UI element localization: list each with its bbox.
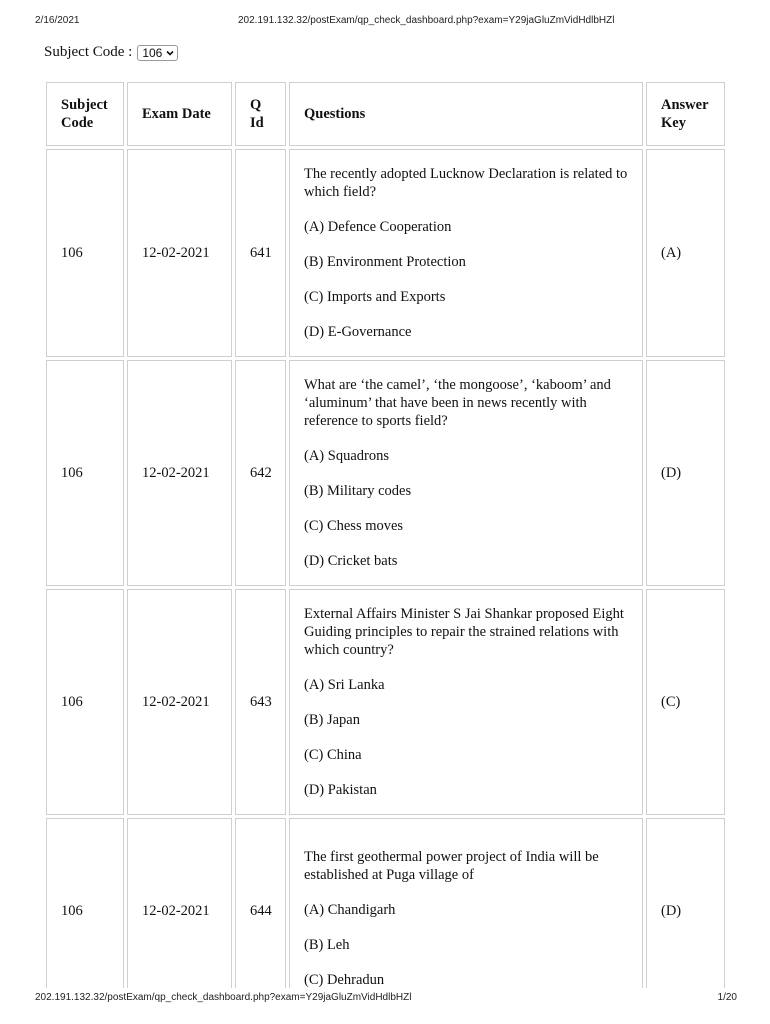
print-footer-url: 202.191.132.32/postExam/qp_check_dashboard.php?exam=Y29jaGluZmVidHdlbHZl [35,992,412,1003]
table-row [46,149,725,357]
cell-subject-code: 106 [46,360,124,586]
cell-question [289,360,643,586]
print-url: 202.191.132.32/postExam/qp_check_dashboard.php?exam=Y29jaGluZmVidHdlbHZl [238,15,615,26]
option-a: (A) Squadrons [304,448,389,464]
chevron-down-icon [166,49,174,57]
table-row [46,589,725,815]
cell-answer-key: (C) [646,589,725,815]
option-b: (B) Leh [304,936,350,953]
cell-exam-date: 12-02-2021 [127,149,232,357]
cell-q-id: 641 [235,149,286,357]
header-questions: Questions [289,82,643,146]
cell-question [289,589,643,815]
question-text: What are ‘the camel’, ‘the mongoose’, ‘kaboom’ and ‘aluminum’ that have been in news recently with reference to sports field? [304,377,611,429]
option-d: (D) Cricket bats [304,553,398,569]
cell-question [289,818,643,988]
subject-filter [44,44,178,61]
cell-question [289,149,643,357]
cell-answer-key: (D) [646,360,725,586]
cell-exam-date: 12-02-2021 [127,589,232,815]
option-c: (C) Chess moves [304,518,404,534]
cell-answer-key: (A) [646,149,725,357]
option-a: (A) Sri Lanka [304,677,385,693]
option-b: (B) Environment Protection [304,254,466,270]
question-text: The recently adopted Lucknow Declaration is related to which field? [304,166,628,200]
header-subject-code: Subject Code [46,82,124,146]
questions-table [43,79,728,988]
question-text: The first geothermal power project of India will be established at Puga village of [304,848,599,883]
cell-subject-code: 106 [46,149,124,357]
cell-q-id: 642 [235,360,286,586]
option-a: (A) Defence Cooperation [304,219,452,235]
cell-q-id: 643 [235,589,286,815]
subject-code-label: Subject Code : [44,44,133,60]
table-row [46,360,725,586]
cell-exam-date: 12-02-2021 [127,360,232,586]
cell-exam-date: 12-02-2021 [127,818,232,988]
header-exam-date: Exam Date [127,82,232,146]
header-answer-key: Answer Key [646,82,725,146]
header-q-id: Q Id [235,82,286,146]
subject-code-value: 106 [142,45,163,60]
option-c: (C) Imports and Exports [304,289,446,305]
option-b: (B) Military codes [304,483,412,499]
option-d: (D) Pakistan [304,782,377,798]
print-footer [0,992,770,1006]
subject-code-select[interactable] [137,45,178,61]
page-number: 1/20 [717,992,737,1003]
cell-q-id: 644 [235,818,286,988]
print-date: 2/16/2021 [35,15,80,26]
option-b: (B) Japan [304,712,360,728]
option-c: (C) China [304,747,362,763]
cell-answer-key: (D) [646,818,725,988]
table-header-row [46,82,725,146]
option-a: (A) Chandigarh [304,901,396,918]
table-row [46,818,725,988]
option-d: (D) E-Governance [304,324,412,340]
question-text: External Affairs Minister S Jai Shankar proposed Eight Guiding principles to repair the strained relations with which country? [304,606,624,658]
cell-subject-code: 106 [46,818,124,988]
option-c: (C) Dehradun [304,971,385,988]
cell-subject-code: 106 [46,589,124,815]
